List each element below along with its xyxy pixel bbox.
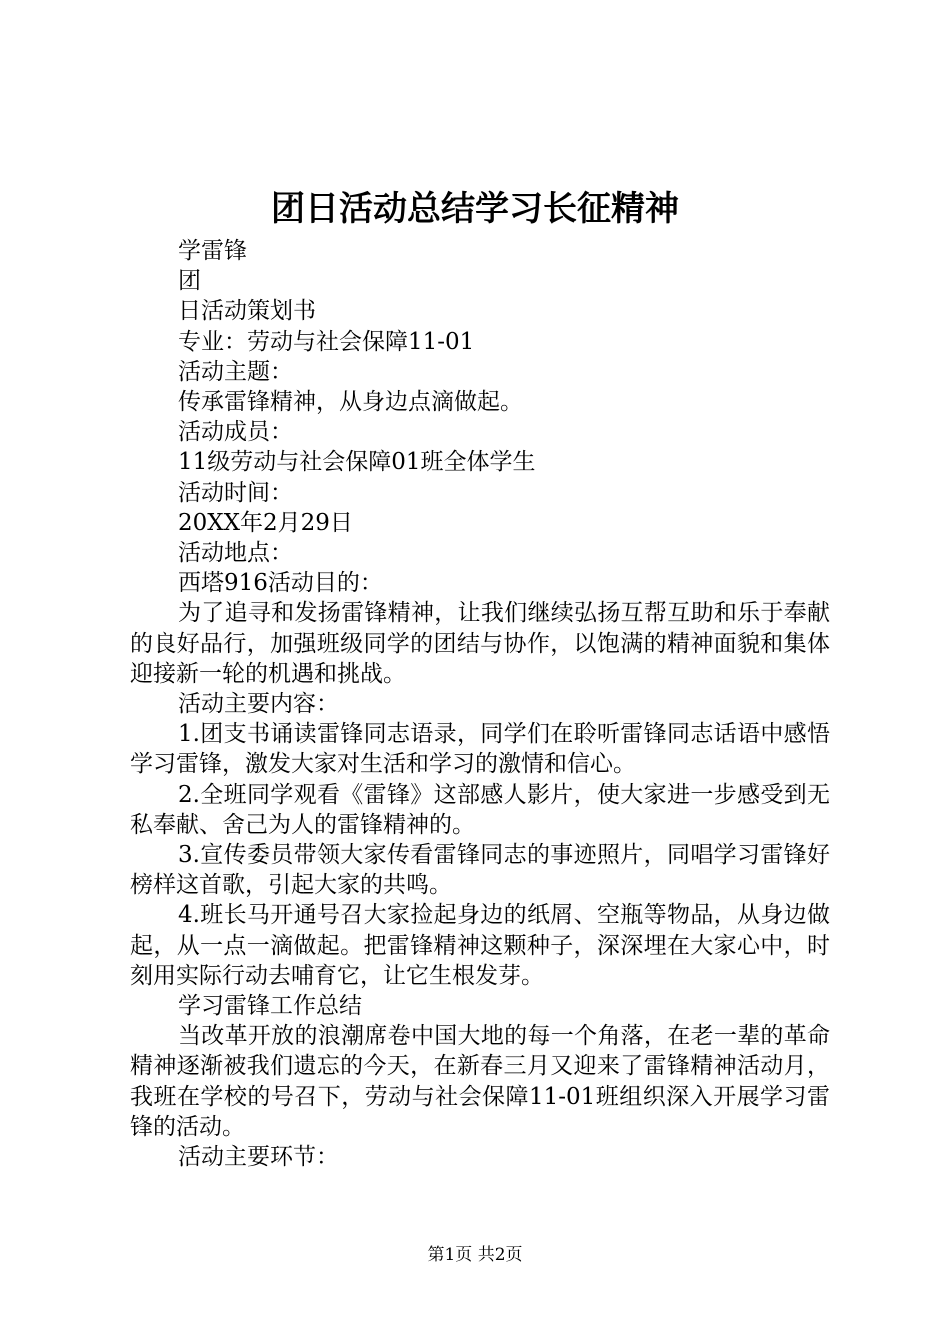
body-paragraph: 1.团支书诵读雷锋同志语录，同学们在聆听雷锋同志话语中感悟学习雷锋，激发大家对生活和学习的激情和信心。 [130,721,830,778]
body-line: 日活动策划书 [178,298,316,325]
body-paragraph: 3.宣传委员带领大家传看雷锋同志的事迹照片，同唱学习雷锋好榜样这首歌，引起大家的共鸣。 [130,842,830,899]
body-line: 传承雷锋精神，从身边点滴做起。 [178,389,523,416]
body-paragraph: 为了追寻和发扬雷锋精神，让我们继续弘扬互帮互助和乐于奉献的良好品行，加强班级同学的团结与协作，以饱满的精神面貌和集体迎接新一轮的机遇和挑战。 [130,600,830,687]
body-line: 活动成员： [178,419,293,446]
page-footer: 第1页 共2页 [427,1245,523,1265]
body-line: 团 [178,268,201,295]
body-line: 学雷锋 [178,238,247,264]
body-paragraph: 当改革开放的浪潮席卷中国大地的每一个角落，在老一辈的革命精神逐渐被我们遗忘的今天，在新春三月又迎来了雷锋精神活动月，我班在学校的号召下，劳动与社会保障11-01班组织深入开展学习雷锋的活动。 [130,1023,830,1140]
body-paragraph: 活动主要内容： [178,691,339,718]
document-body [130,236,830,1172]
document-title: 团日活动总结学习长征精神 [271,189,679,229]
body-paragraph: 学习雷锋工作总结 [178,993,362,1020]
body-line: 11级劳动与社会保障01班全体学生 [178,449,536,476]
body-line: 活动时间： [178,479,293,506]
body-line: 活动地点： [178,540,293,567]
body-paragraph: 2.全班同学观看《雷锋》这部感人影片，使大家进一步感受到无私奉献、舍己为人的雷锋精神的。 [130,781,830,838]
body-line: 西塔916活动目的： [178,570,383,597]
body-line: 20XX年2月29日 [178,509,353,536]
body-line: 活动主题： [178,358,293,385]
body-paragraph: 4.班长马开通号召大家捡起身边的纸屑、空瓶等物品，从身边做起，从一点一滴做起。把雷锋精神这颗种子，深深埋在大家心中，时刻用实际行动去哺育它，让它生根发芽。 [130,902,830,989]
body-line: 专业：劳动与社会保障11-01 [178,328,475,355]
body-paragraph: 活动主要环节： [178,1144,339,1171]
